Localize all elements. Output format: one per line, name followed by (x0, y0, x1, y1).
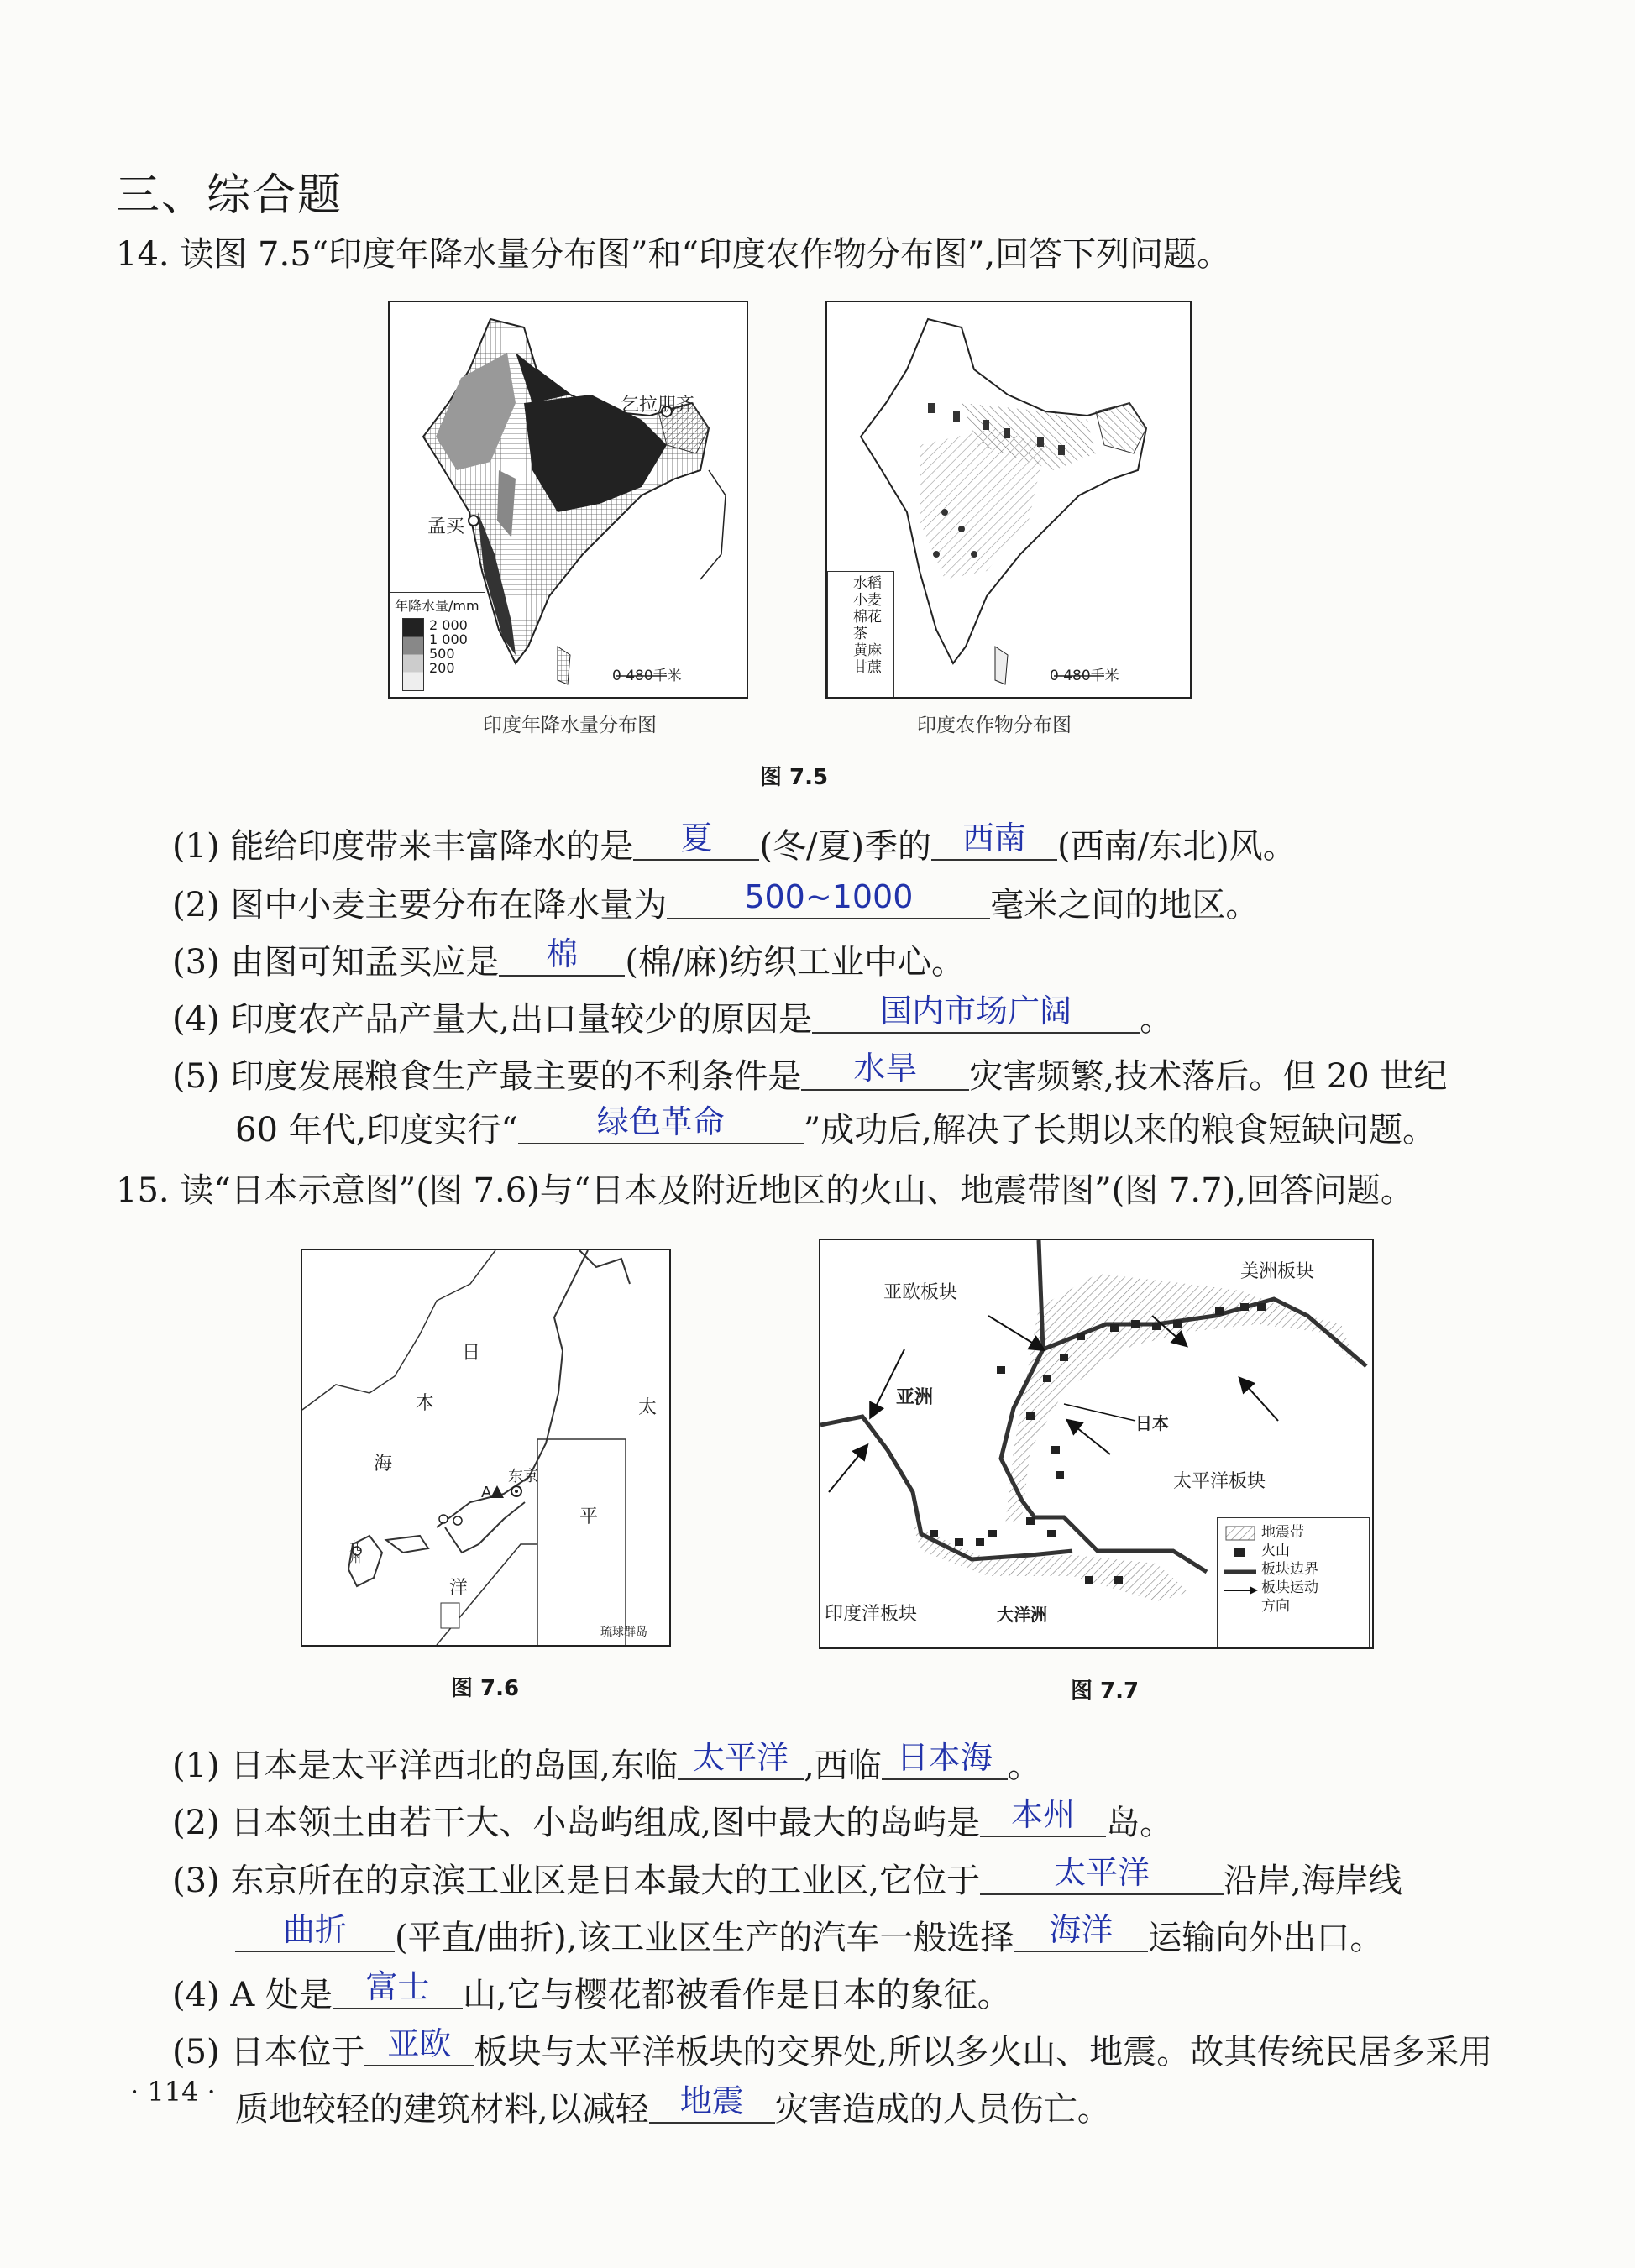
figure-7-7-label: 图 7.7 (1071, 1679, 1140, 1704)
answer-blank[interactable]: 500~1000 (667, 876, 990, 919)
q14-item-1: (1) 能给印度带来丰富降水的是 夏 (冬/夏)季的 西南 (西南/东北)风。 (172, 823, 1297, 870)
legend-item: 水稻 (853, 575, 882, 592)
legend-item: 500 (429, 646, 455, 662)
answer-blank[interactable]: 水旱 (801, 1047, 969, 1091)
label-sea-ben: 本 (416, 1393, 435, 1414)
answer-blank[interactable]: 富士 (333, 1966, 463, 2009)
answer-blank[interactable]: 国内市场广阔 (812, 990, 1140, 1034)
label-pacific-plate: 太平洋板块 (1173, 1471, 1266, 1492)
q15-item-3: (3) 东京所在的京滨工业区是日本最大的工业区,它位于 太平洋 沿岸,海岸线 (172, 1857, 1402, 1904)
label-ocean-ping: 平 (579, 1506, 599, 1527)
legend-item: 200 (429, 660, 455, 676)
plate-legend (1217, 1517, 1370, 1649)
label-ocean-yang: 洋 (449, 1578, 469, 1599)
q14-item-4: (4) 印度农产品产量大,出口量较少的原因是 国内市场广阔 。 (172, 996, 1173, 1043)
legend-item: 茶 (853, 626, 867, 642)
q15-item-2: (2) 日本领土由若干大、小岛屿组成,图中最大的岛屿是 本州 岛。 (172, 1799, 1173, 1846)
answer-blank[interactable]: 地震 (649, 2080, 775, 2124)
legend-item: 棉花 (853, 609, 882, 626)
answer-blank[interactable]: 太平洋 (980, 1852, 1224, 1895)
label-asia: 亚洲 (896, 1387, 934, 1408)
page-number: · 114 · (130, 2076, 216, 2108)
answer-blank[interactable]: 日本海 (882, 1736, 1008, 1780)
label-japan: 日本 (1135, 1413, 1169, 1433)
answer-blank[interactable]: 夏 (633, 817, 759, 861)
q14-stem: 14. 读图 7.5“印度年降水量分布图”和“印度农作物分布图”,回答下列问题。 (116, 235, 1231, 274)
answer-blank[interactable]: 太平洋 (678, 1736, 804, 1780)
crop-legend (827, 571, 894, 699)
q14-item-5: (5) 印度发展粮食生产最主要的不利条件是 水旱 灾害频繁,技术落后。但 20 世纪 (172, 1053, 1447, 1100)
legend-symbols (1223, 1523, 1260, 1624)
q14-item-2: (2) 图中小麦主要分布在降水量为 500~1000 毫米之间的地区。 (172, 882, 1259, 929)
label-kyushu: 九州 (348, 1540, 361, 1564)
label-american-plate: 美洲板块 (1240, 1261, 1315, 1282)
rainfall-legend (390, 592, 485, 699)
legend-item: 黄麻 (853, 642, 882, 659)
label-sea-hai: 海 (374, 1454, 393, 1474)
rainfall-map-caption: 印度年降水量分布图 (483, 715, 657, 736)
legend-swatches (402, 618, 424, 691)
japan-map-graphic (302, 1250, 669, 1645)
answer-blank[interactable]: 海洋 (1014, 1909, 1148, 1952)
scale-text: 0 480千米 (1050, 668, 1119, 684)
answer-blank[interactable]: 棉 (499, 933, 625, 977)
q15-stem: 15. 读“日本示意图”(图 7.6)与“日本及附近地区的火山、地震带图”(图 7.7),回答问题。 (116, 1171, 1414, 1210)
legend-plate-motion: 板块运动方向 (1261, 1579, 1318, 1615)
answer-blank[interactable]: 亚欧 (364, 2023, 474, 2066)
legend-item: 1 000 (429, 631, 468, 647)
answer-blank[interactable]: 西南 (931, 817, 1057, 861)
legend-item: 甘蔗 (853, 659, 882, 676)
legend-item: 2 000 (429, 617, 468, 633)
label-mumbai: 孟买 (427, 516, 465, 537)
q14-item-5-cont: 60 年代,印度实行“ 绿色革命 ”成功后,解决了长期以来的粮食短缺问题。 (235, 1107, 1436, 1154)
label-a: A (481, 1484, 492, 1501)
crop-map-caption: 印度农作物分布图 (917, 715, 1072, 736)
q15-item-1: (1) 日本是太平洋西北的岛国,东临 太平洋 ,西临 日本海 。 (172, 1742, 1041, 1789)
india-crop-map (825, 301, 1192, 699)
label-ocean-tai: 太 (638, 1397, 658, 1418)
q14-item-3: (3) 由图可知孟买应是 棉 (棉/麻)纺织工业中心。 (172, 939, 965, 986)
q15-item-5: (5) 日本位于 亚欧 板块与太平洋板块的交界处,所以多火山、地震。故其传统民居多采用 (172, 2029, 1492, 2076)
q15-item-5-cont: 质地较轻的建筑材料,以减轻 地震 灾害造成的人员伤亡。 (235, 2086, 1111, 2133)
india-rainfall-map (388, 301, 748, 699)
scale-text: 0 480千米 (612, 668, 682, 684)
mount-fuji-marker (490, 1485, 504, 1498)
legend-title: 年降水量/mm (395, 598, 479, 614)
label-eurasian-plate: 亚欧板块 (883, 1282, 958, 1303)
mumbai-marker (469, 516, 479, 526)
figure-7-5-label: 图 7.5 (760, 765, 829, 790)
label-oceania: 大洋洲 (997, 1601, 1047, 1626)
label-tokyo: 东京 (508, 1468, 538, 1485)
answer-blank[interactable]: 本州 (980, 1794, 1106, 1837)
q15-item-3-cont: 曲折 (平直/曲折),该工业区生产的汽车一般选择 海洋 运输向外出口。 (235, 1914, 1383, 1962)
japan-map (301, 1249, 671, 1647)
legend-earthquake-belt: 地震带 (1261, 1524, 1304, 1541)
legend-volcano: 火山 (1261, 1543, 1290, 1559)
figure-7-6-label: 图 7.6 (451, 1676, 520, 1701)
answer-blank[interactable]: 曲折 (235, 1909, 395, 1952)
legend-plate-boundary: 板块边界 (1261, 1561, 1318, 1578)
label-cherrapunji: 乞拉朋齐 (621, 395, 695, 416)
q15-item-4: (4) A 处是 富士 山,它与樱花都被看作是日本的象征。 (172, 1972, 1011, 2019)
section-title: 三、综合题 (116, 170, 343, 221)
answer-blank[interactable]: 绿色革命 (518, 1101, 804, 1144)
label-indian-plate: 印度洋板块 (825, 1604, 918, 1625)
label-sea-ri: 日 (462, 1343, 481, 1364)
plate-map (819, 1239, 1374, 1649)
legend-item: 小麦 (853, 592, 882, 609)
label-ryukyu: 琉球群岛 (600, 1626, 647, 1639)
